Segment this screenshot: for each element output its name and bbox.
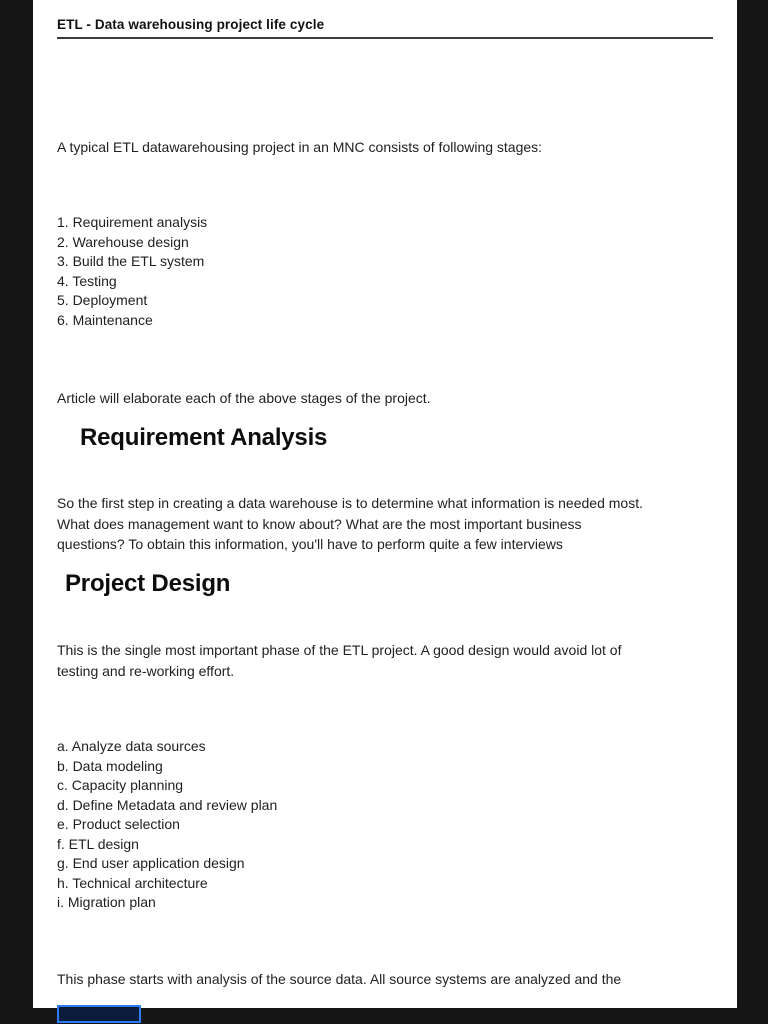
design-lettered-list <box>57 737 277 913</box>
article-note: Article will elaborate each of the above stages of the project. <box>57 390 431 406</box>
list-item: questions? To obtain this information, you'll have to perform quite a few interviews <box>57 536 563 552</box>
document-page <box>33 0 737 1008</box>
list-item: So the first step in creating a data warehouse is to determine what information is needed most. <box>57 495 643 511</box>
viewer-bottom-strip <box>0 1008 768 1024</box>
list-item: 4. Testing <box>57 272 117 289</box>
next-page-edge-highlight[interactable] <box>57 1005 141 1023</box>
list-item: What does management want to know about? What are the most important business <box>57 515 582 532</box>
section-heading-project-design: Project Design <box>65 570 231 597</box>
requirement-analysis-paragraph <box>57 493 643 555</box>
intro-paragraph <box>57 137 542 157</box>
list-item: c. Capacity planning <box>57 777 184 793</box>
list-item: i. Migration plan <box>57 894 156 910</box>
list-item: a. Analyze data sources <box>57 738 206 754</box>
list-item: b. Data modeling <box>57 757 163 774</box>
list-item: 2. Warehouse design <box>57 233 189 250</box>
list-item: d. Define Metadata and review plan <box>57 796 278 813</box>
section-heading-requirement-analysis: Requirement Analysis <box>80 424 328 451</box>
list-item: 1. Requirement analysis <box>57 214 208 230</box>
closing-paragraph: This phase starts with analysis of the source data. All source systems are analyzed and the <box>57 971 622 987</box>
list-item: 6. Maintenance <box>57 311 153 328</box>
list-item: 3. Build the ETL system <box>57 253 205 269</box>
list-item: 5. Deployment <box>57 292 148 308</box>
stages-numbered-list <box>57 213 207 330</box>
project-design-paragraph <box>57 640 621 681</box>
list-item: g. End user application design <box>57 855 245 871</box>
list-item: h. Technical architecture <box>57 874 208 891</box>
document-header-title: ETL - Data warehousing project life cycle <box>57 17 325 32</box>
header-rule-divider <box>57 37 713 39</box>
list-item: A typical ETL datawarehousing project in an MNC consists of following stages: <box>57 139 543 155</box>
list-item: e. Product selection <box>57 816 180 832</box>
list-item: testing and re-working effort. <box>57 662 235 679</box>
list-item: This is the single most important phase of the ETL project. A good design would avoid lot of <box>57 642 622 658</box>
list-item: f. ETL design <box>57 835 139 852</box>
